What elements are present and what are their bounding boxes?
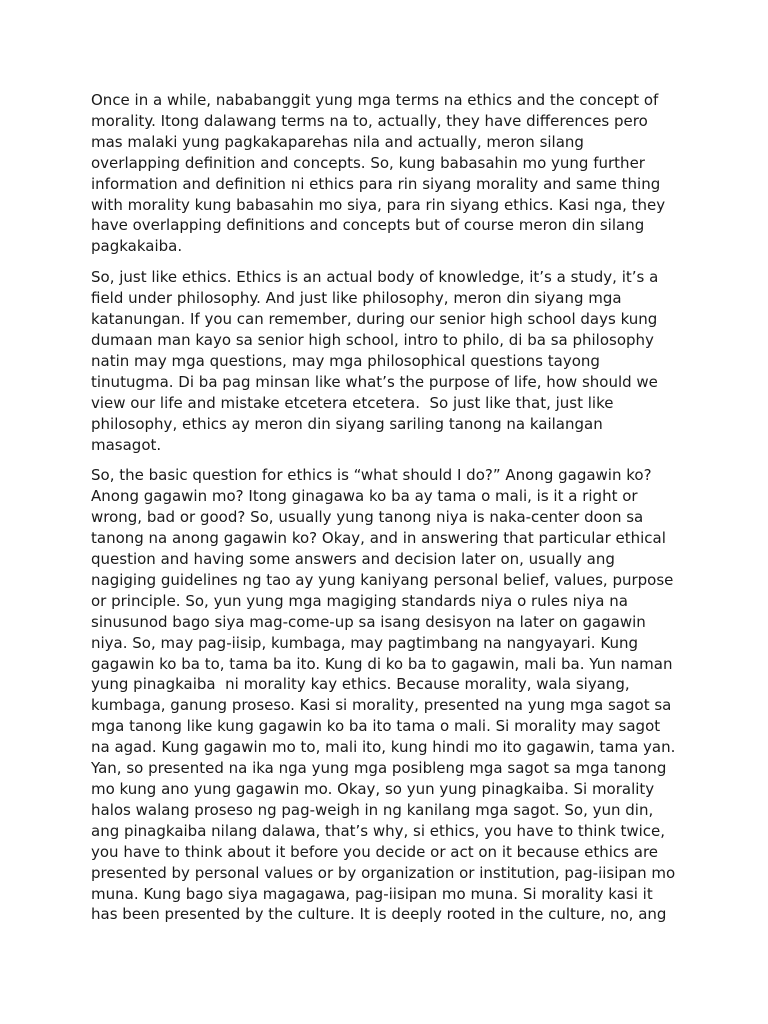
paragraph-1: Once in a while, nababanggit yung mga terms na ethics and the concept of morality. Itong dalawang terms na to, actually, they have differences pero mas malaki yung pagkakaparehas nila and actually, meron silang overlapping definition and concepts. So, kung babasahin mo yung further information and definition ni ethics para rin siyang morality and same thing with morality kung babasahin mo siya, para rin siyang ethics. Kasi nga, they have overlapping definitions and concepts but of course meron din silang pagkakaiba. [91,91,666,256]
paragraph-2: So, just like ethics. Ethics is an actual body of knowledge, it’s a study, it’s a field under philosophy. And just like philosophy, meron din siyang mga katanungan. If you can remember, during our senior high school days kung dumaan man kayo sa senior high school, intro to philo, di ba sa philosophy natin may mga questions, may mga philosophical questions tayong tinutugma. Di ba pag minsan like what’s the purpose of life, how should we view our life and mistake etcetera etcetera. So just like that, just like philosophy, ethics ay meron din siyang sariling tanong na kailangan masagot. [91,268,659,454]
paragraph-3: So, the basic question for ethics is “what should I do?” Anong gagawin ko? Anong gagawin mo? Itong ginagawa ko ba ay tama o mali, is it a right or wrong, bad or good? So, usually yung tanong niya is naka-center doon sa tanong na anong gagawin ko? Okay, and in answering that particular ethical question and having some answers and decision later on, usually ang nagiging guidelines ng tao ay yung kaniyang personal belief, values, purpose or principle. So, yun yung mga magiging standards niya o rules niya na sinusunod bago siya mag-come-up sa isang desisyon na later on gagawin niya. So, may pag-iisip, kumbaga, may pagtimbang na nangyayari. Kung gagawin ko ba to, tama ba ito. Kung di ko ba to gagawin, mali ba. Yun naman yung pinagkaiba ni morality kay ethics. Because morality, wala siyang, kumbaga, ganung proseso. Kasi si morality, presented na yung mga sagot sa mga tanong like kung gagawin ko ba ito tama o mali. Si morality may sagot na agad. Kung gagawin mo to, mali ito, kung hindi mo ito gagawin, tama yan. Yan, so presented na ika nga yung mga posibleng mga sagot sa mga tanong mo kung ano yung gagawin mo. Okay, so yun yung pinagkaiba. Si morality halos walang proseso ng pag-weigh in ng kanilang mga sagot. So, yun din, ang pinagkaiba nilang dalawa, that’s why, si ethics, you have to think twice, you have to think about it before you decide or act on it because ethics are presented by personal values or by organization or institution, pag-iisipan mo muna. Kung bago siya magagawa, pag-iisipan mo muna. Si morality kasi it has been presented by the culture. It is deeply rooted in the culture, no, ang [91,466,676,924]
document-page [91,90,681,935]
